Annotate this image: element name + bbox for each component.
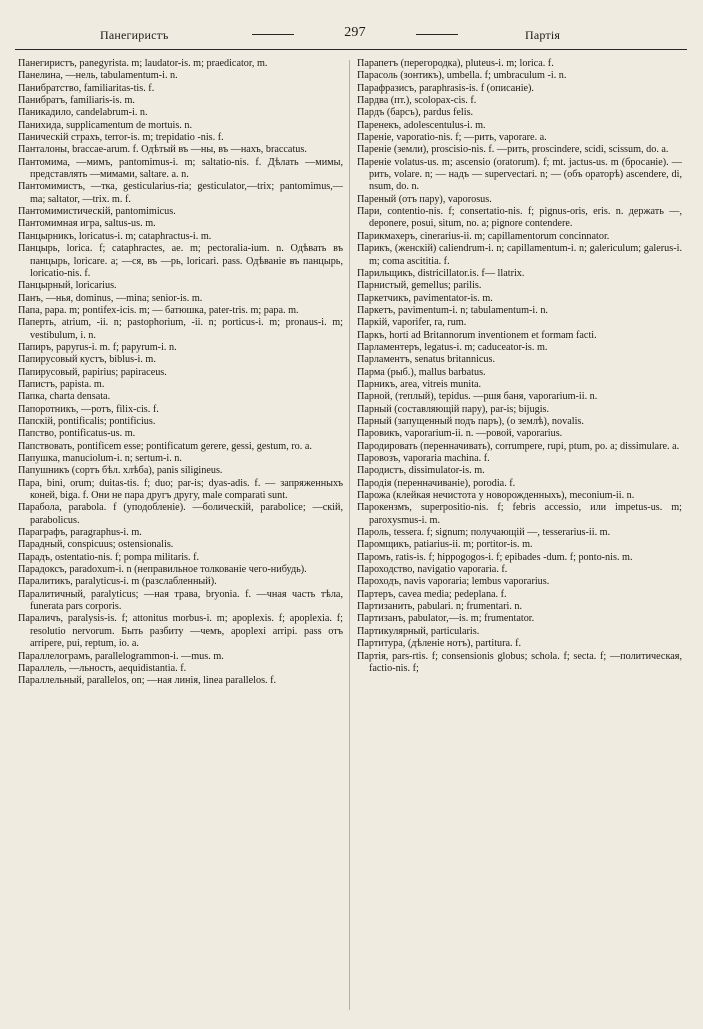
dictionary-entry: Пародія (перенначиваніе), porodia. f. — [357, 477, 516, 489]
dictionary-entry: Парма (рыб.), mallus barbatus. — [357, 366, 486, 378]
dictionary-entry: Папушникъ (сортъ бѣл. хлѣба), panis siligineus. — [18, 465, 223, 477]
page-number: 297 — [300, 25, 410, 41]
dictionary-entry: Парафразисъ, paraphrasis-is. f (описаніе). — [357, 82, 534, 94]
dictionary-entry: Пантомимная игра, saltus-us. m. — [18, 218, 156, 230]
dictionary-entry: Парапетъ (перегородка), pluteus-i. m; lorica. f. — [357, 58, 554, 69]
dictionary-entry: Папирусовый, papirius; papiraceus. — [18, 366, 167, 378]
dictionary-entry: Парикъ, (женскій) caliendrum-i. n; capillamentum-i. n; galericulum; galerus-i. m; coma ascititia. f. — [357, 243, 682, 267]
dictionary-entry: Парадный, conspicuus; ostensionalis. — [18, 539, 174, 551]
dictionary-entry: Пароходство, navigatio vaporaria. f. — [357, 564, 508, 576]
dictionary-entry: Панцырный, loricarius. — [18, 280, 117, 292]
dictionary-entry: Паровикъ, vaporarium-ii. n. —ровой, vaporarius. — [357, 428, 563, 440]
dictionary-entry: Паркетъ, pavimentum-i. n; tabulamentum-i. n. — [357, 304, 548, 316]
dictionary-entry: Папка, charta densata. — [18, 391, 111, 403]
dictionary-entry: Парламентъ, senatus britannicus. — [357, 354, 496, 366]
dictionary-entry: Парабола, parabola. f (уподобленіе). —болическій, parabolice; —скій, parabolicus. — [18, 502, 343, 526]
dictionary-entry: Параллельный, parallelos, on; —ная линія, linea parallelos. f. — [18, 675, 277, 687]
dictionary-entry: Папа, papa. m; pontifex-icis. m; — батюшка, pater-tris. m; papa. m. — [18, 304, 299, 316]
right-column — [357, 58, 682, 1020]
dictionary-entry: Паркій, vaporifer, ra, rum. — [357, 317, 467, 329]
dictionary-entry: Парасоль (зонтикъ), umbella. f; umbraculum -i. n. — [357, 70, 567, 82]
dictionary-entry: Пародировать (перенначивать), corrumpere, rupi, ptum, po. a; dissimulare. a. — [357, 440, 680, 452]
dictionary-entry: Панталоны, bracсae-arum. f. Одѣтый въ —ны, въ —нахъ, braccatus. — [18, 144, 307, 156]
dictionary-entry: Паркъ, horti ad Britannorum inventionem et formam facti. — [357, 329, 597, 341]
dictionary-entry: Папоротникъ, —ротъ, filix-cis. f. — [18, 403, 159, 415]
dictionary-entry: Папистъ, papista. m. — [18, 378, 105, 390]
running-head-left: Панегиристъ — [100, 28, 169, 42]
dictionary-entry: Пароходъ, navis vaporaria; lembus vaporarius. — [357, 576, 550, 588]
dictionary-entry: Парный (составляющій пару), par-is; bijugis. — [357, 403, 550, 415]
dictionary-entry: Пантомимистъ, —тка, gesticularius-ria; gesticulator,—trix; pantomimus,—ma; saltator, —trix. m. f. — [18, 181, 343, 205]
dictionary-entry: Партитура, (дѣленіе нотъ), partitura. f. — [357, 638, 522, 650]
dictionary-entry: Паркетчикъ, pavimentator-is. m. — [357, 292, 493, 304]
dictionary-entry: Пареніе, vaporatio-nis. f; —рить, vaporare. a. — [357, 132, 547, 144]
dictionary-entry: Парной, (теплый), tepidus. —ршя баня, vaporarium-ii. n. — [357, 391, 598, 403]
left-column — [18, 58, 343, 1020]
header-rule — [15, 49, 687, 50]
dictionary-entry: Паникадило, candelabrum-i. n. — [18, 107, 148, 119]
dictionary-entry: Параграфъ, paragraphus-i. m. — [18, 527, 142, 539]
dictionary-entry: Панихида, supplicamentum de mortuis. n. — [18, 119, 193, 131]
dictionary-entry: Панегиристъ, panegyrista. m; laudator-is. m; praedicator, m. — [18, 58, 268, 69]
dictionary-entry: Пародистъ, dissimulator-is. m. — [357, 465, 485, 477]
dictionary-entry: Пантомимистическій, pantomimicus. — [18, 206, 176, 218]
dictionary-entry: Параллелограмъ, parallelogrammon-i. —mus. m. — [18, 650, 224, 662]
dictionary-entry: Папство, pontificatus-us. m. — [18, 428, 136, 440]
dictionary-entry: Панцырь, lorica. f; cataphractes, ae. m; pectoralia-ium. n. Одѣвать въ панцырь, loricare. a; —ся, въ —рь, loricari. pass. Одѣваніе въ панцырь, loricatio-nis. f. — [18, 243, 343, 279]
dictionary-entry: Парникъ, area, vitreis munita. — [357, 378, 482, 390]
dictionary-entry: Паромщикъ, patiarius-ii. m; portitor-is. m. — [357, 539, 533, 551]
dictionary-entry: Пароль, tessera. f; signum; получающій —, tesserarius-ii. m. — [357, 527, 611, 539]
dictionary-entry: Пардъ (барсъ), pardus felis. — [357, 107, 474, 119]
dictionary-entry: Паренекъ, adolescentulus-i. m. — [357, 119, 486, 131]
dictionary-entry: Папскій, pontificalis; pontificius. — [18, 415, 156, 427]
column-divider — [349, 60, 350, 1010]
dictionary-entry: Панибратство, familiaritas-tis. f. — [18, 82, 155, 94]
dictionary-entry: Партикулярный, particularis. — [357, 625, 480, 637]
dictionary-entry: Паромъ, ratis-is. f; hippogogos-i. f; epibades -dum. f; ponto-nis. m. — [357, 551, 633, 563]
page-header — [0, 24, 703, 50]
dictionary-entry: Папирусовый кустъ, biblus-i. m. — [18, 354, 156, 366]
dictionary-entry: Панъ, —нья, dominus, —mina; senior-is. m. — [18, 292, 203, 304]
dictionary-entry: Парeный (отъ пару), vaporosus. — [357, 193, 492, 205]
dictionary-entry: Пареніе volatus-us. m; ascensio (oratorum). f; mt. jactus-us. m (бросаніе). —рить, volare. n; — надъ — supervectari. n; — (объ ораторѣ) ascendere, di, nsum, do. n. — [357, 156, 682, 193]
dictionary-entry: Папушка, manuciolum-i. n; sertum-i. n. — [18, 453, 182, 464]
dictionary-entry: Пара, bini, orum; duitas-tis. f; duo; par-is; dyas-adis. f. — запряженныхъ коней, biga. f. Они не пара другъ другу, male comparati sunt. — [18, 477, 343, 502]
dictionary-entry: Папиръ, papyrus-i. m. f; papyrum-i. n. — [18, 341, 177, 353]
dictionary-entry: Парламентеръ, legatus-i. m; caduceator-is. m. — [357, 341, 548, 353]
dictionary-entry: Панцырникъ, loricatus-i. m; cataphractus-i. m. — [18, 230, 212, 242]
dictionary-entry: Папствовать, pontificem esse; pontificatum gerere, gessi, gestum, ro. a. — [18, 440, 312, 452]
dictionary-entry: Пари, contentio-nis. f; consertatio-nis. f; pignus-oris, eris. n. держать —, deponere, posui, situm, no. a; pignore contendere. — [357, 206, 682, 230]
dictionary-entry: Панелина, —нель, tabulamentum-i. n. — [18, 70, 178, 82]
dictionary-entry: Партизанъ, pabulator,—is. m; frumentator. — [357, 613, 535, 625]
running-head-right: Партія — [525, 28, 561, 42]
dictionary-entry: Партеръ, cavea media; pedeplana. f. — [357, 588, 507, 600]
dictionary-entry: Паническій страхъ, terror-is. m; trepidatio -nis. f. — [18, 132, 224, 144]
dictionary-entry: Парокензмъ, superpositio-nis. f; febris accessio, или impetus-us. m; paroxysmus-i. m. — [357, 502, 682, 526]
dictionary-entry: Пантомима, —мимъ, pantomimus-i. m; saltatio-nis. f. Дѣлать —мимы, представлять —мимами, saltare. a. n. — [18, 156, 343, 181]
dictionary-entry: Парожа (клейкая нечистота у новорожденныхъ), meconium-ii. n. — [357, 490, 635, 502]
dictionary-entry: Парадоксъ, paradoxum-i. n (неправильное толкованіе чего-нибудь). — [18, 564, 307, 576]
dictionary-entry: Парадъ, ostentatio-nis. f; pompa militaris. f. — [18, 551, 200, 563]
dictionary-entry: Парикмахеръ, cinerarius-ii. m; capillamentorum concinnator. — [357, 230, 610, 242]
dictionary-entry: Парильщикъ, districillator.is. f— llatrix. — [357, 267, 525, 279]
dictionary-entry: Пареніе (земли), proscisio-nis. f. —рить, proscindere, scidi, scissum, do. a. — [357, 144, 669, 156]
dictionary-entry: Партизанить, pabulari. n; frumentari. n. — [357, 601, 523, 613]
dictionary-entry: Параллель, —льность, aequidistantia. f. — [18, 662, 187, 674]
dictionary-entry: Панибратъ, familiaris-is. m. — [18, 95, 135, 107]
dictionary-entry: Пардва (пт.), scolopax-cis. f. — [357, 95, 477, 107]
dictionary-entry: Паралитичный, paralyticus; —ная трава, bryonia. f. —чная часть тѣла, funerata pars corporis. — [18, 588, 343, 613]
dictionary-entry: Параличъ, paralysis-is. f; attonitus morbus-i. m; apoplexis. f; apoplexia. f; resolutio nervorum. Быть разбиту —чемъ, apoplexi arripi. pass отъ arripere, pui, reptum, io. a. — [18, 613, 343, 650]
dictionary-entry: Парнистый, gemellus; parilis. — [357, 280, 482, 292]
dictionary-entry: Парный (запущенный подъ паръ), (о землѣ), novalis. — [357, 415, 584, 427]
dictionary-entry: Паралитикъ, paralyticus-i. m (разслабленный). — [18, 576, 217, 588]
dictionary-entry: Паровозъ, vaporaria machina. f. — [357, 453, 490, 464]
dictionary-entry: Паперть, atrium, -ii. n; pastophorium, -ii. n; porticus-i. m; pronaus-i. m; vestibulum, i. n. — [18, 317, 343, 341]
dictionary-entry: Партія, pars-rtis. f; consensionis globus; schola. f; secta. f; —политическая, factio-nis. f; — [357, 650, 682, 674]
